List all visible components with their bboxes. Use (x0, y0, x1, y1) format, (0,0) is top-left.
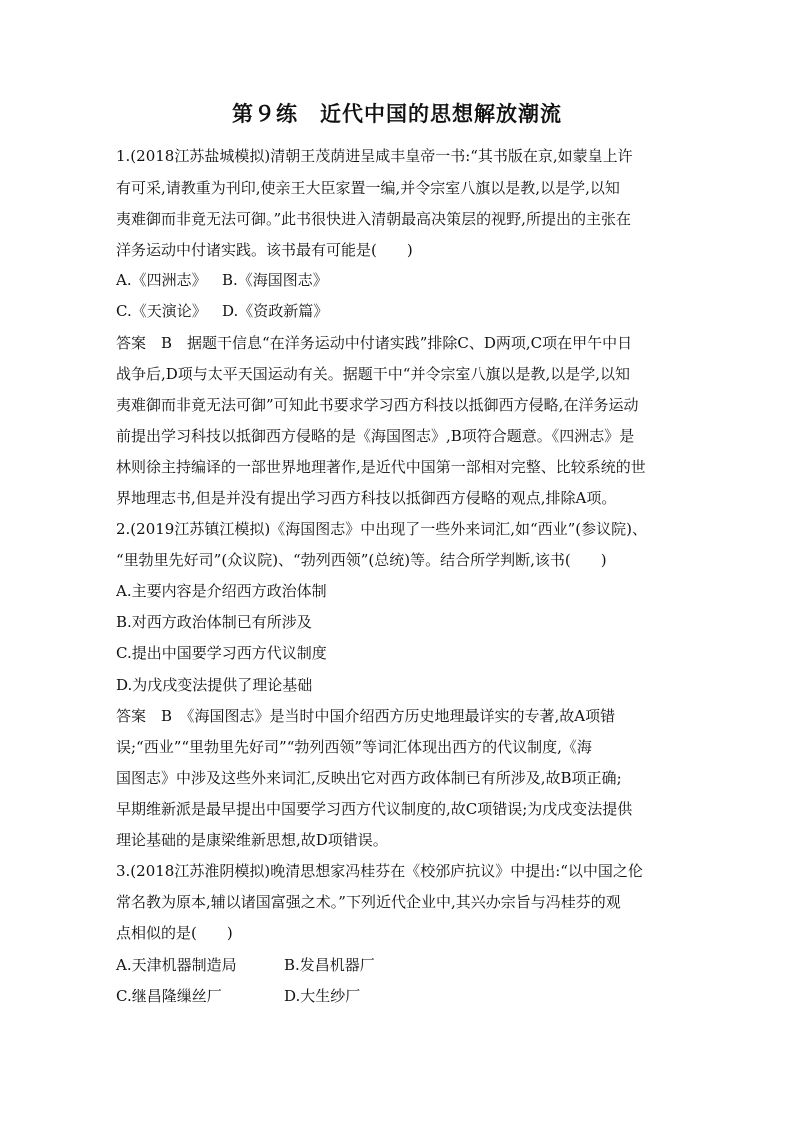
title-main: 第９练 (232, 102, 298, 126)
question-2-option-d: D.为戊戌变法提供了理论基础 (116, 676, 313, 694)
question-2-answer-line: 早期维新派是最早提出中国要学习西方代议制度的,故C项错误;为戊戌变法提供 (116, 800, 633, 818)
question-3-option-b: B.发昌机器厂 (284, 956, 375, 974)
question-2-answer-line: 误;“西业”“里勃里先好司”“勃列西领”等词汇体现出西方的代议制度,《海 (116, 738, 592, 756)
question-3-option-a: A.天津机器制造局 (116, 956, 237, 974)
question-2-answer-line: 理论基础的是康梁维新思想,故D项错误。 (116, 831, 388, 849)
question-3-option-c: C.继昌隆缫丝厂 (116, 987, 222, 1005)
question-1-answer-line: 前提出学习科技以抵御西方侵略的是《海国图志》,B项符合题意。《四洲志》是 (116, 427, 635, 445)
page-title (0, 98, 794, 128)
question-1-option-b: B.《海国图志》 (222, 271, 328, 289)
question-2-answer-line: 国图志》中涉及这些外来词汇,反映出它对西方政体制已有所涉及,故B项正确; (116, 769, 622, 787)
question-2-option-b: B.对西方政治体制已有所涉及 (116, 613, 312, 631)
question-1-option-d: D.《资政新篇》 (222, 302, 329, 320)
question-1-stem-line: 夷难御而非竟无法可御。”此书很快进入清朝最高决策层的视野,所提出的主张在 (116, 210, 631, 228)
question-1-answer-line: 战争后,D项与太平天国运动有关。据题干中“并令宗室八旗以是教,以是学,以知 (116, 365, 631, 383)
question-1-answer-line: 界地理志书,但是并没有提出学习西方科技以抵御西方侵略的观点,排除A项。 (116, 489, 617, 507)
question-1-stem-line: 有可采,请教重为刊印,使亲王大臣家置一编,并令宗室八旗以是教,以是学,以知 (116, 179, 620, 197)
question-3-option-d: D.大生纱厂 (284, 987, 361, 1005)
question-3-stem-line: 3.(2018江苏淮阴模拟)晚清思想家冯桂芬在《校邠庐抗议》中提出:“以中国之伦 (116, 862, 643, 880)
question-3-stem-line: 点相似的是( ) (116, 924, 233, 942)
title-sub: 近代中国的思想解放潮流 (320, 102, 562, 126)
question-3-stem-line: 常名教为原本,辅以诸国富强之术。”下列近代企业中,其兴办宗旨与冯桂芬的观 (116, 893, 621, 911)
question-2-option-c: C.提出中国要学习西方代议制度 (116, 644, 327, 662)
question-2-stem-line: 2.(2019江苏镇江模拟)《海国图志》中出现了一些外来词汇,如“西业”(参议院)、 (116, 520, 648, 538)
question-2-stem-line: “里勃里先好司”(众议院)、“勃列西领”(总统)等。结合所学判断,该书( ) (116, 551, 607, 569)
question-1-option-a: A.《四洲志》 (116, 271, 207, 289)
question-2-option-a: A.主要内容是介绍西方政治体制 (116, 582, 327, 600)
question-1-answer-line: 林则徐主持编译的一部世界地理著作,是近代中国第一部相对完整、比较系统的世 (116, 458, 646, 476)
question-2-answer-line: 答案 B 《海国图志》是当时中国介绍西方历史地理最详实的专著,故A项错 (116, 707, 616, 725)
question-1-answer-line: 答案 B 据题干信息“在洋务运动中付诸实践”排除C、D两项,C项在甲午中日 (116, 334, 633, 352)
question-1-stem-line: 洋务运动中付诸实践。该书最有可能是( ) (116, 241, 413, 259)
question-1-answer-line: 夷难御而非竟无法可御”可知此书要求学习西方科技以抵御西方侵略,在洋务运动 (116, 396, 639, 414)
question-1-option-c: C.《天演论》 (116, 302, 207, 320)
question-1-stem-line: 1.(2018江苏盐城模拟)清朝王茂荫进呈咸丰皇帝一书:“其书版在京,如蒙皇上许 (116, 147, 633, 165)
